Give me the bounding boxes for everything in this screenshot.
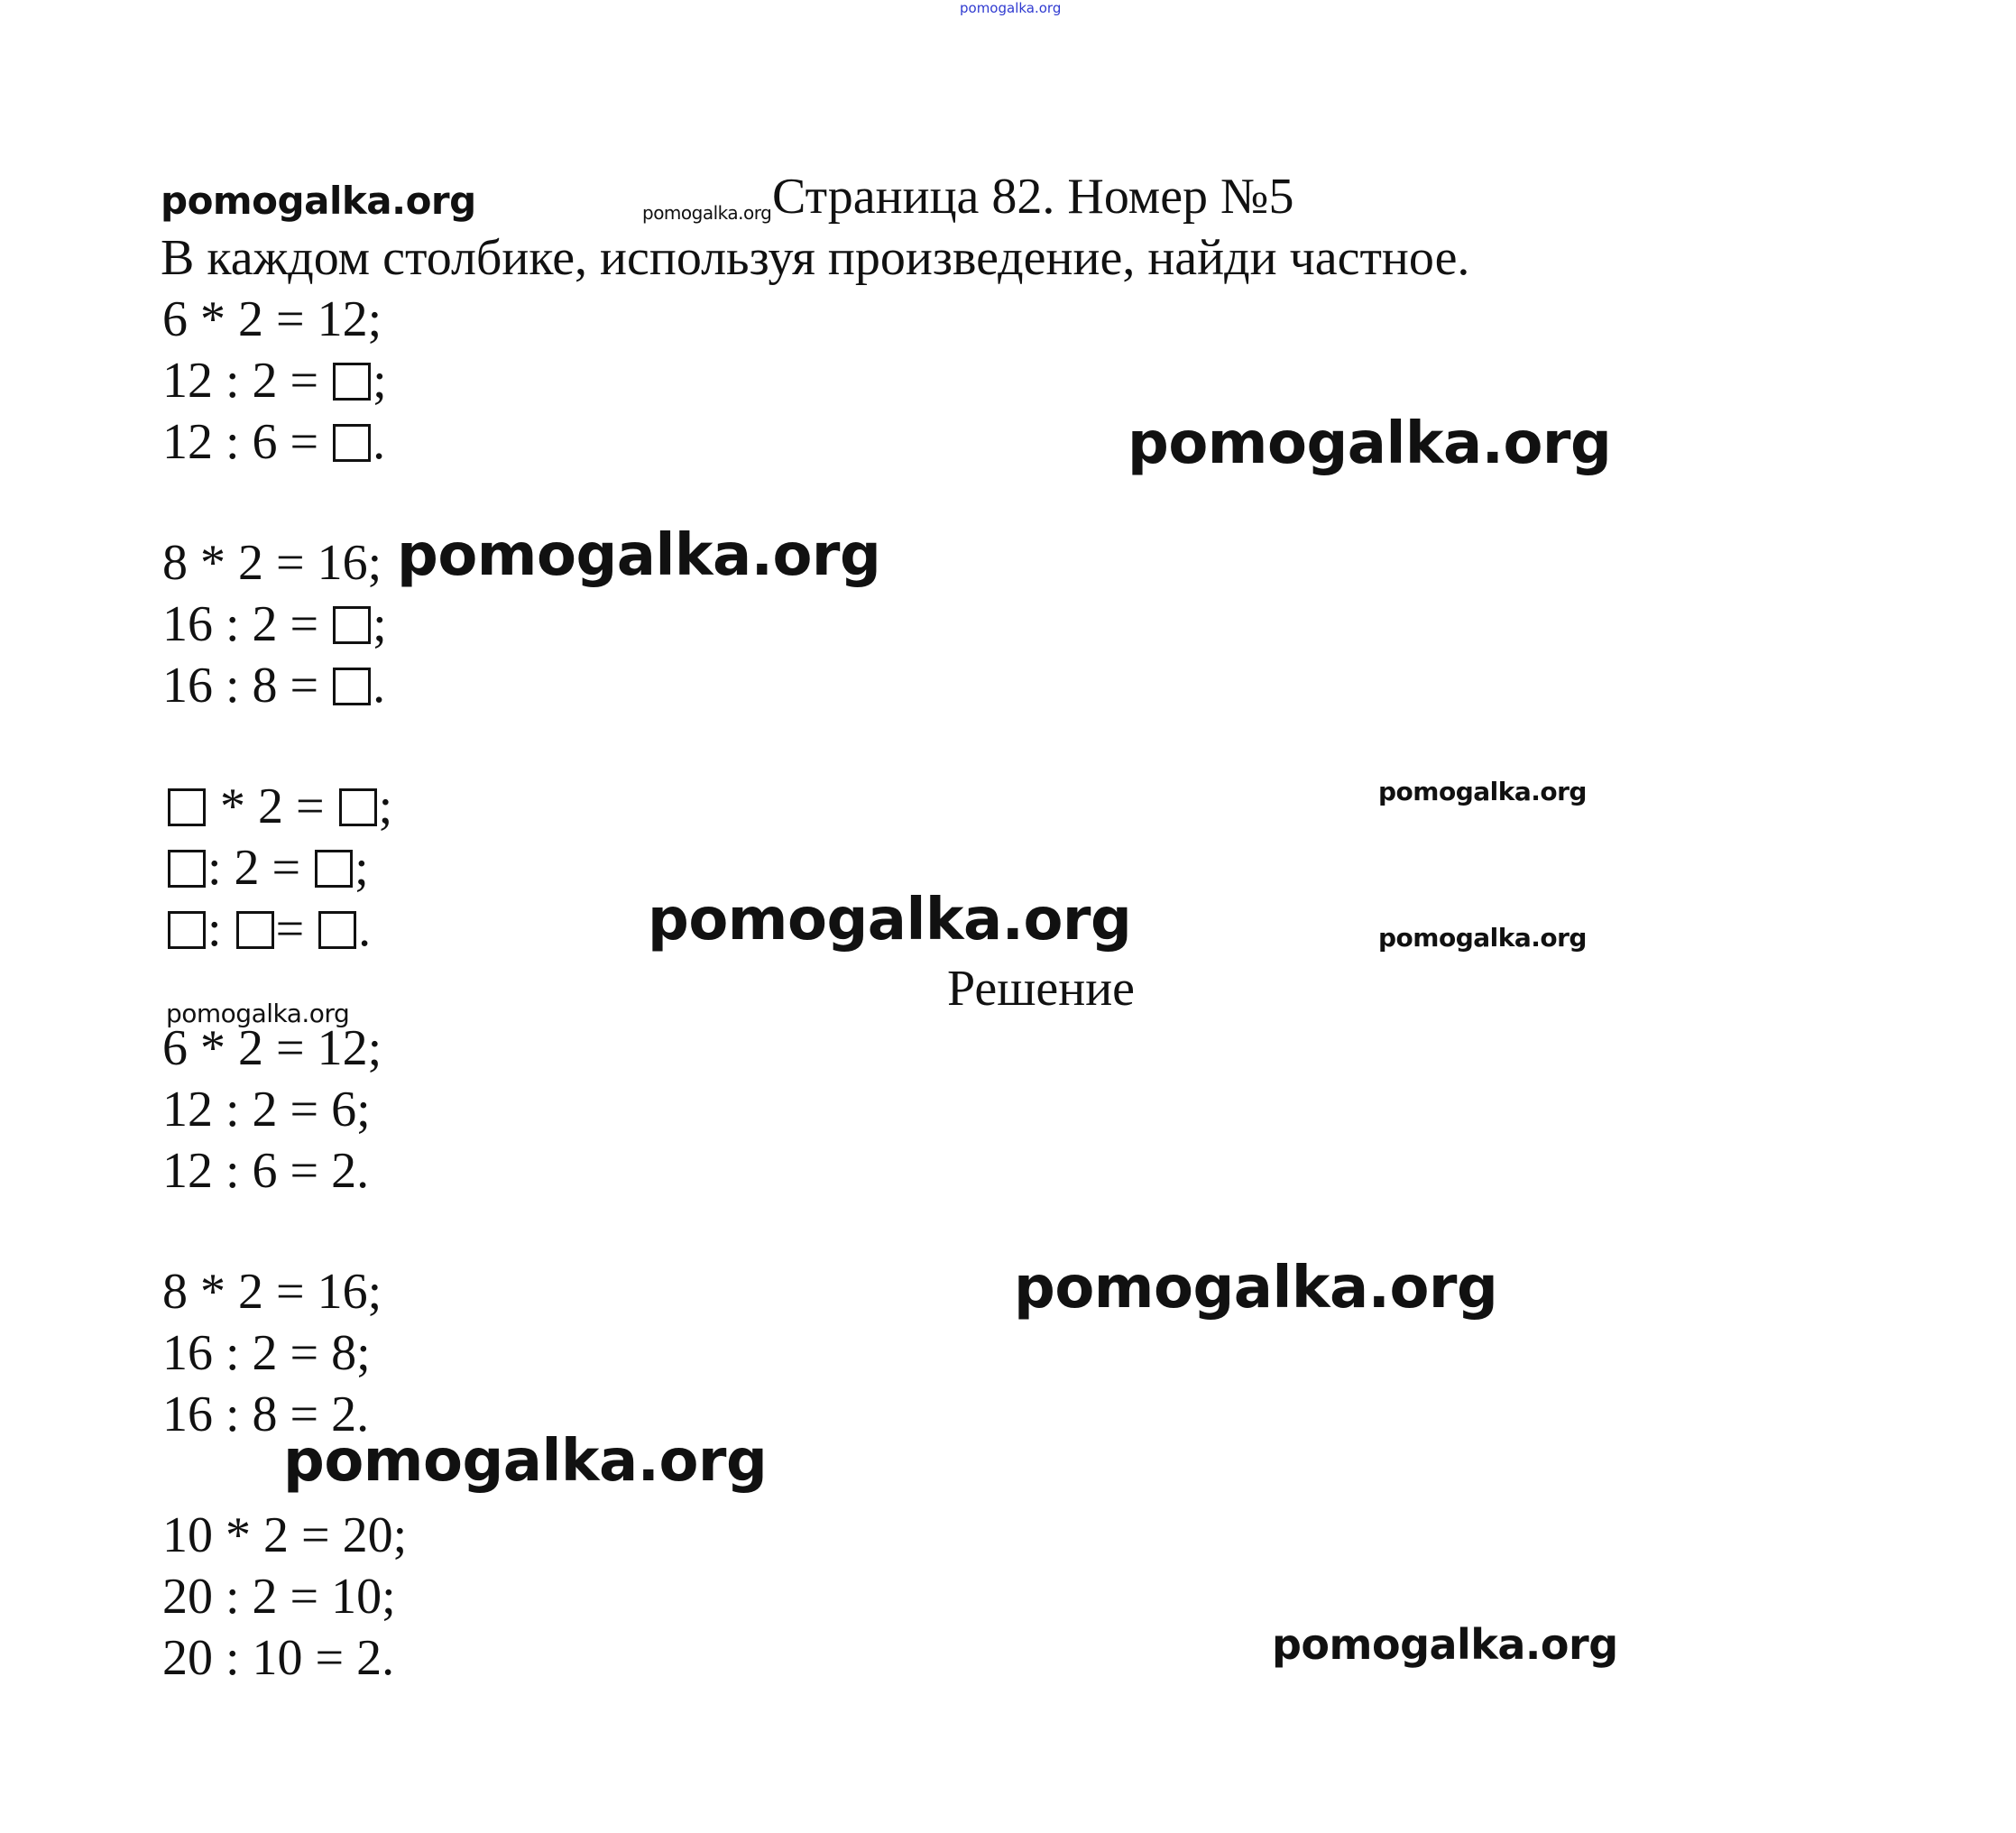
problem-2-line-3-text: 16 : 8 = (162, 658, 319, 714)
watermark-header-small: pomogalka.org (642, 202, 772, 224)
answer-box (339, 788, 377, 826)
watermark-header-left: pomogalka.org (161, 179, 476, 223)
solution-2-line-3: 16 : 8 = 2. (162, 1386, 370, 1442)
task-text: В каждом столбике, используя произведение, найди частное. (161, 230, 1470, 286)
semicolon: ; (373, 353, 387, 409)
watermark-large-4: pomogalka.org (1014, 1255, 1498, 1322)
problem-2-line-3 (162, 658, 386, 714)
period: . (358, 901, 372, 957)
answer-box (333, 606, 371, 644)
solution-1-line-1: 6 * 2 = 12; (162, 1020, 382, 1076)
solution-heading: Решение (947, 961, 1136, 1017)
period: . (373, 414, 386, 470)
solution-1-line-3: 12 : 6 = 2. (162, 1143, 370, 1199)
problem-3-line-3 (166, 901, 372, 957)
problem-2-line-2 (162, 596, 387, 652)
watermark-large-5: pomogalka.org (283, 1428, 768, 1495)
problem-2-line-1: 8 * 2 = 16; (162, 535, 382, 591)
problem-1-line-3 (162, 414, 386, 470)
watermark-small-3: pomogalka.org (166, 999, 350, 1028)
period: . (373, 658, 386, 714)
semicolon: ; (354, 840, 369, 896)
semicolon: ; (373, 596, 387, 652)
solution-3-line-2: 20 : 2 = 10; (162, 1569, 396, 1625)
watermark-large-2: pomogalka.org (397, 522, 881, 589)
answer-box (168, 850, 206, 888)
page-title: Страница 82. Номер №5 (772, 169, 1294, 225)
watermark-small-2: pomogalka.org (1378, 923, 1587, 953)
solution-2-line-1: 8 * 2 = 16; (162, 1264, 382, 1320)
solution-2-line-2: 16 : 2 = 8; (162, 1325, 371, 1381)
problem-3-line-2 (166, 840, 369, 896)
answer-box (318, 911, 356, 949)
answer-box (168, 911, 206, 949)
problem-3-line-1-text: * 2 = (220, 778, 325, 834)
problem-1-line-3-text: 12 : 6 = (162, 414, 319, 470)
answer-box (333, 424, 371, 462)
solution-3-line-1: 10 * 2 = 20; (162, 1507, 408, 1563)
problem-1-line-2 (162, 353, 387, 409)
watermark-large-1: pomogalka.org (1128, 410, 1612, 477)
problem-1-line-2-text: 12 : 2 = (162, 353, 319, 409)
equals: = (275, 901, 305, 957)
solution-3-line-3: 20 : 10 = 2. (162, 1630, 395, 1686)
semicolon: ; (378, 778, 393, 834)
solution-1-line-2: 12 : 2 = 6; (162, 1082, 371, 1138)
answer-box (168, 788, 206, 826)
top-watermark: pomogalka.org (960, 0, 1062, 16)
answer-box (236, 911, 274, 949)
answer-box (315, 850, 353, 888)
answer-box (333, 668, 371, 705)
problem-2-line-2-text: 16 : 2 = (162, 596, 319, 652)
answer-box (333, 363, 371, 401)
watermark-large-3: pomogalka.org (648, 887, 1132, 953)
problem-3-line-1 (166, 778, 393, 834)
watermark-small-1: pomogalka.org (1378, 777, 1587, 806)
problem-1-line-1: 6 * 2 = 12; (162, 291, 382, 347)
watermark-medium-1: pomogalka.org (1272, 1620, 1618, 1669)
problem-3-line-2-text: : 2 = (207, 840, 301, 896)
colon: : (207, 901, 222, 957)
